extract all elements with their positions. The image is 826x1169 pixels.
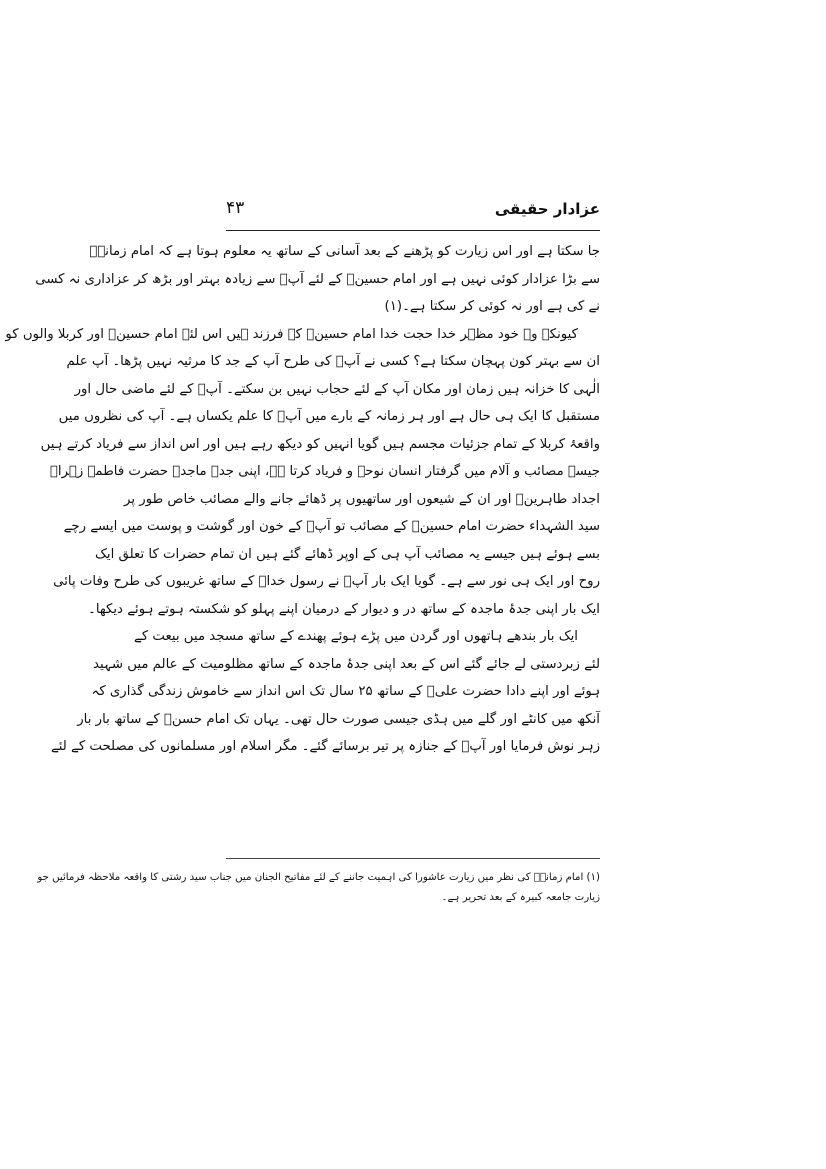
body-line: زہر نوش فرمایا اور آپؑ کے جنازہ پر تیر برسائے گئے۔ مگر اسلام اور مسلمانوں کی مصلحت کے لئے [50, 739, 600, 754]
page-header [226, 200, 600, 224]
body-line: جیسے مصائب و آلام میں گرفتار انسان نوحہ و فریاد کرتا ہے، اپنی جدۂ ماجدہ حضرت فاطمہ زہراؑ [49, 464, 600, 479]
body-line: ان سے بہتر کون پہچان سکتا ہے؟ کسی نے آپؑ کی طرح آپ کے جد کا مرثیہ نہیں پڑھا۔ آپ علم [66, 354, 600, 369]
body-line: ایک بار بندھے ہاتھوں اور گردن میں پڑے ہوئے پھندے کے ساتھ مسجد میں بیعت کے [134, 629, 578, 644]
body-line: سید الشہداء حضرت امام حسینؑ کے مصائب تو آپؑ کے خون اور گوشت و پوست میں ایسے رچے [63, 519, 600, 534]
body-line: آنکھ میں کانٹے اور گلے میں ہڈی جیسی صورت حال تھی۔ یہاں تک امام حسنؑ کے ساتھ بار بار [77, 711, 600, 727]
body-line: کیونکہ وہ خود مظہر خدا حجت خدا امام حسینؑ کے فرزند ہیں اس لئے امام حسینؑ اور کربلا والوں کو [5, 326, 578, 342]
footnote-line: (۱) امام زمانہؑ کی نظر میں زیارت عاشورا کی اہمیت جاننے کے لئے مفاتیح الجنان میں جناب سید رشتی کا واقعہ ملاحظہ فرمائیں جو [37, 872, 600, 883]
body-line: روح اور ایک ہی نور سے ہے۔ گویا ایک بار آپؑ نے رسول خداؐ کے ساتھ غریبوں کی طرح وفات پائی [53, 574, 600, 589]
footnotes [37, 868, 600, 908]
body-line: بسے ہوئے ہیں جیسے یہ مصائب آپ ہی کے اوپر ڈھائے گئے ہیں ان تمام حضرات کا تعلق ایک [95, 546, 600, 562]
body-line: لئے زبردستی لے جائے گئے اس کے بعد اپنی جدۂ ماجدہ کے ساتھ مظلومیت کے عالم میں شہید [93, 656, 600, 672]
body-line: مستقبل کا ایک ہی حال ہے اور ہر زمانہ کے بارے میں آپؑ کا علم یکساں ہے۔ آپ کی نظروں میں [58, 409, 600, 424]
footnote-rule [226, 858, 600, 859]
page-number: ۴۳ [226, 198, 245, 218]
header-rule [226, 230, 600, 231]
footnote-line: زیارت جامعہ کبیرہ کے بعد تحریر ہے۔ [441, 892, 600, 903]
body-line: ہوئے اور اپنے دادا حضرت علیؑ کے ساتھ ۲۵ سال تک اس انداز سے خاموش زندگی گذاری کہ [91, 684, 600, 699]
body-line: سے بڑا عزادار کوئی نہیں ہے اور امام حسینؑ کے لئے آپؑ سے زیادہ بہتر اور بڑھ کر عزاداری نہ کسی [35, 271, 600, 287]
body-line: واقعۂ کربلا کے تمام جزئیات مجسم ہیں گویا انہیں کو دیکھ رہے ہیں اور اس انداز سے فریاد کرتے ہیں [40, 436, 600, 452]
book-title: عزادار حقیقی [494, 200, 600, 218]
body-line: جا سکتا ہے اور اس زیارت کو پڑھنے کے بعد آسانی کے ساتھ یہ معلوم ہوتا ہے کہ امام زمانہؑ [89, 244, 600, 259]
body-text [5, 238, 600, 761]
body-line: ایک بار اپنی جدۂ ماجدہ کے ساتھ در و دیوار کے درمیان اپنے پہلو کو شکستہ ہوتے ہوئے دیکھا۔ [88, 601, 600, 617]
body-line: نے کی ہے اور نہ کوئی کر سکتا ہے۔(۱) [384, 299, 600, 314]
body-line: اجداد طاہرینؑ اور ان کے شیعوں اور ساتھیوں پر ڈھائے جانے والے مصائب خاص طور پر [124, 491, 600, 507]
body-line: الٰہی کا خزانہ ہیں زمان اور مکان آپ کے لئے حجاب نہیں بن سکتے۔ آپؑ کے لئے ماضی حال اور [74, 381, 600, 397]
